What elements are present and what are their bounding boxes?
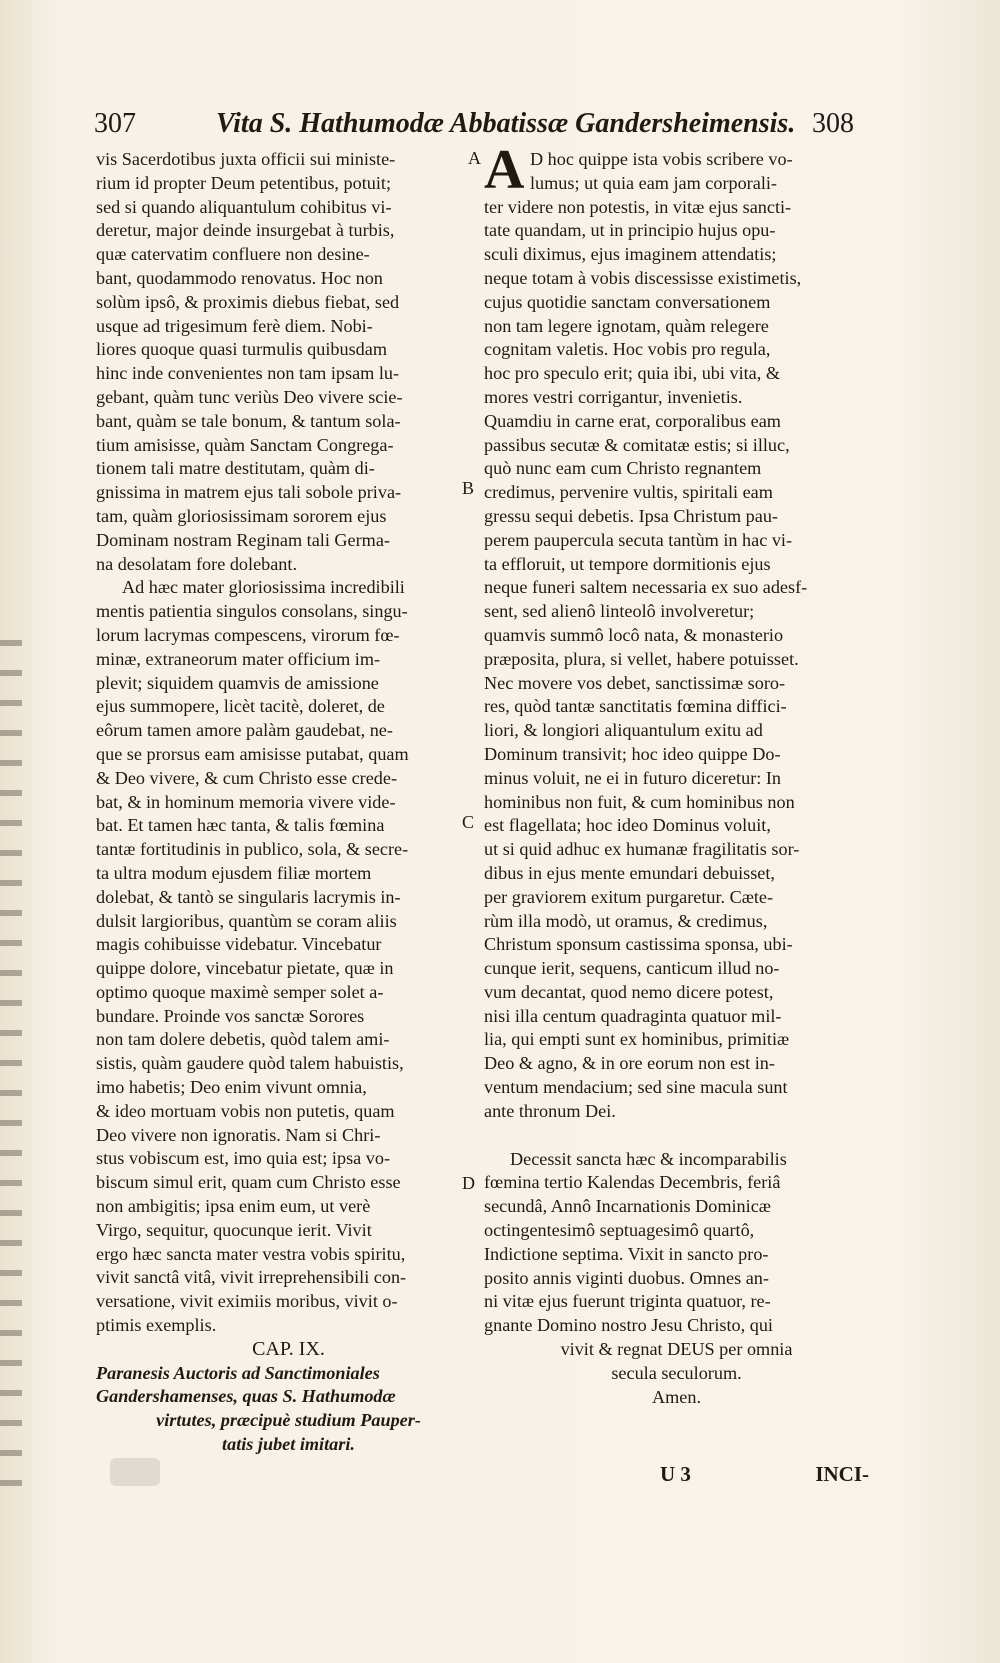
text-line: solùm ipsô, & proximis diebus fiebat, sed <box>96 291 400 312</box>
text-line: quamvis summô locô nata, & monasterio <box>484 624 784 645</box>
drop-initial: A <box>484 139 525 201</box>
margin-letter-c: C <box>462 812 475 832</box>
text-line: eôrum tamen amore palàm gaudebat, ne- <box>96 720 393 741</box>
page-number-right: 308 <box>812 108 854 139</box>
text-line: mentis patientia singulos consolans, singu- <box>96 601 408 622</box>
text-line: ventum mendacium; sed sine macula sunt <box>484 1077 788 1098</box>
text-line: quæ catervatim confluere non desine- <box>96 244 370 265</box>
text-line: Virgo, sequitur, quocunque ierit. Vivit <box>96 1219 372 1240</box>
text-line: gnissima in matrem ejus tali sobole priva- <box>96 482 402 503</box>
text-line: lia, qui empti sunt ex hominibus, primitiæ <box>484 1029 790 1050</box>
text-line: Ad hæc mater gloriosissima incredibili <box>122 577 405 598</box>
text-line: minæ, extraneorum mater officium im- <box>96 648 381 669</box>
text-line: cujus quotidie sanctam conversationem <box>484 291 771 312</box>
text-line: lorum lacrymas compescens, virorum fœ- <box>96 624 400 645</box>
text-line: dolebat, & tantò se singularis lacrymis in- <box>96 886 401 907</box>
text-line: neque totam à vobis discessisse existimetis, <box>484 267 802 288</box>
text-line: gebant, quàm tunc veriùs Deo vivere scie- <box>96 386 403 407</box>
text-line: quippe dolore, vincebatur pietate, quæ in <box>96 958 394 979</box>
margin-letter-d: D <box>462 1173 475 1193</box>
text-line: res, quòd tantæ sanctitatis fœmina diffici- <box>484 696 787 717</box>
catchword: INCI- <box>815 1462 869 1486</box>
text-line: Dominam nostram Reginam tali Germa- <box>96 529 390 550</box>
text-line: hoc pro speculo erit; quia ibi, ubi vita, & <box>484 363 780 384</box>
text-line: vum decantat, quod nemo dicere potest, <box>484 981 774 1002</box>
text-line: ta effloruit, ut tempore dormitionis ejus <box>484 553 771 574</box>
text-line: liores quoque quasi turmulis quibusdam <box>96 339 387 360</box>
text-line: Nec movere vos debet, sanctissimæ soro- <box>484 672 786 693</box>
text-line: ante thronum Dei. <box>484 1100 616 1121</box>
text-line: virtutes, præcipuè studium Pauper- <box>156 1410 421 1431</box>
text-line: bat, & in hominum memoria vivere vide- <box>96 791 396 812</box>
text-line: gressu sequi debetis. Ipsa Christum pau- <box>484 505 778 526</box>
text-line: plevit; siquidem quamvis de amissione <box>96 672 379 693</box>
text-line: Paranesis Auctoris ad Sanctimoniales <box>96 1362 380 1383</box>
text-line: minus voluit, ne ei in futuro diceretur: In <box>484 767 781 788</box>
page-edge-bleed <box>0 640 22 1490</box>
text-line: ni vitæ ejus fuerunt triginta quatuor, re- <box>484 1291 771 1312</box>
text-line: mores vestri corrigantur, invenietis. <box>484 386 743 407</box>
margin-letter-b: B <box>462 478 475 498</box>
text-line: bundare. Proinde vos sanctæ Sorores <box>96 1005 365 1026</box>
text-line: non ambigitis; ipsa enim eum, ut verè <box>96 1196 371 1217</box>
text-line: tate quandam, ut in principio hujus opu- <box>484 220 776 241</box>
text-line: usque ad trigesimum ferè diem. Nobi- <box>96 315 373 336</box>
text-line: non tam legere ignotam, quàm relegere <box>484 315 769 336</box>
text-line: Deo & agno, & in ore eorum non est in- <box>484 1053 775 1074</box>
text-line: liori, & longiori aliquantulum exitu ad <box>484 720 763 741</box>
text-line: Dominum transivit; hoc ideo quippe Do- <box>484 743 781 764</box>
text-line: hominibus non fuit, & cum hominibus non <box>484 791 795 812</box>
text-line: ter videre non potestis, in vitæ ejus sancti- <box>484 196 792 217</box>
text-line: sed si quando aliquantulum cohibitus vi- <box>96 196 392 217</box>
text-line: cognitam valetis. Hoc vobis pro regula, <box>484 339 771 360</box>
text-line: deretur, major deinde insurgebat à turbis, <box>96 220 395 241</box>
text-line: cunque ierit, sequens, canticum illud no- <box>484 958 780 979</box>
left-column <box>96 148 481 1457</box>
text-line: posito annis viginti duobus. Omnes an- <box>484 1267 769 1288</box>
text-line: magis cohibuisse videbatur. Vincebatur <box>96 934 382 955</box>
text-line: passibus secutæ & comitatæ estis; si illuc, <box>484 434 790 455</box>
text-line: & Deo vivere, & cum Christo esse crede- <box>96 767 398 788</box>
text-line: vis Sacerdotibus juxta officii sui ministe- <box>96 149 396 169</box>
text-line: stus vobiscum est, imo quia est; ipsa vo- <box>96 1148 391 1169</box>
text-line: per graviorem exitum purgaretur. Cæte- <box>484 886 774 907</box>
running-header <box>94 103 854 145</box>
text-line: que se prorsus eam amisisse putabat, quam <box>96 743 409 764</box>
text-line: octingentesimô septuagesimô quartô, <box>484 1220 755 1241</box>
text-line: rùm illa modò, ut oramus, & credimus, <box>484 910 768 931</box>
text-line: Amen. <box>652 1386 701 1407</box>
text-line: ut si quid adhuc ex humanæ fragilitatis sor- <box>484 839 800 860</box>
text-line: imo habetis; Deo enim vivunt omnia, <box>96 1077 367 1098</box>
text-line: tam, quàm gloriosissimam sororem ejus <box>96 505 387 526</box>
text-line: bant, quodammodo renovatus. Hoc non <box>96 267 383 288</box>
text-line: hinc inde convenientes non tam ipsam lu- <box>96 363 400 384</box>
text-line: tatis jubet imitari. <box>222 1434 355 1455</box>
text-line: gnante Domino nostro Jesu Christo, qui <box>484 1315 773 1336</box>
page-number-left: 307 <box>94 108 136 139</box>
text-line: lumus; ut quia eam jam corporali- <box>530 172 777 193</box>
text-line: ergo hæc sancta mater vestra vobis spiritu, <box>96 1243 406 1264</box>
text-line: nisi illa centum quadraginta quatuor mil- <box>484 1005 782 1026</box>
right-column <box>484 148 869 1409</box>
text-line: sent, sed alienô linteolô involveretur; <box>484 601 755 622</box>
text-line: Quamdiu in carne erat, corporalibus eam <box>484 410 781 431</box>
text-line: secundâ, Annô Incarnationis Dominicæ <box>484 1196 771 1217</box>
margin-letter-a: A <box>468 148 481 168</box>
text-line: tantæ fortitudinis in publico, sola, & secre- <box>96 839 409 860</box>
text-line: CAP. IX. <box>252 1337 325 1360</box>
text-line: & ideo mortuam vobis non putetis, quam <box>96 1100 395 1121</box>
text-line: ta ultra modum ejusdem filiæ mortem <box>96 862 372 883</box>
text-line: Gandershamenses, quas S. Hathumodæ <box>96 1386 396 1407</box>
text-line: bant, quàm se tale bonum, & tantum sola- <box>96 410 401 431</box>
text-line: perem paupercula secuta tantùm in hac vi- <box>484 529 793 550</box>
text-line: præposita, plura, si vellet, habere potuisset. <box>484 648 799 669</box>
text-line: fœmina tertio Kalendas Decembris, feriâ <box>484 1172 781 1193</box>
running-title: Vita S. Hathumodæ Abbatissæ Gandersheimensis. <box>216 108 796 139</box>
signature-mark: U 3 <box>660 1462 691 1486</box>
text-line: sculi diximus, ejus imaginem attendatis; <box>484 244 777 265</box>
text-line: rium id propter Deum petentibus, potuit; <box>96 172 391 193</box>
text-line: ptimis exemplis. <box>96 1315 217 1336</box>
text-line: Deo vivere non ignoratis. Nam si Chri- <box>96 1124 381 1145</box>
text-line: quò nunc eam cum Christo regnantem <box>484 458 762 479</box>
text-line: dulsit largioribus, quantùm se coram aliis <box>96 910 397 931</box>
text-line: Decessit sancta hæc & incomparabilis <box>510 1148 787 1169</box>
text-line: tium amisisse, quàm Sanctam Congrega- <box>96 434 394 455</box>
text-line: vivit & regnat DEUS per omnia <box>560 1339 793 1360</box>
text-line: na desolatam fore dolebant. <box>96 553 297 574</box>
text-line: Christum sponsum castissima sponsa, ubi- <box>484 934 793 955</box>
text-line: ejus summopere, licèt tacitè, doleret, de <box>96 696 385 717</box>
text-line: Indictione septima. Vixit in sancto pro- <box>484 1243 769 1264</box>
text-line: vivit sanctâ vitâ, vivit irreprehensibili con- <box>96 1267 407 1288</box>
text-line: tionem tali matre destitutam, quàm di- <box>96 458 375 479</box>
text-line: secula seculorum. <box>611 1362 742 1383</box>
text-line: versatione, vivit eximiis moribus, vivit o- <box>96 1291 398 1312</box>
text-line: credimus, pervenire vultis, spiritali eam <box>484 482 773 503</box>
text-line: biscum simul erit, quam cum Christo esse <box>96 1172 401 1193</box>
text-line: neque funeri saltem necessaria ex suo adesf- <box>484 577 808 598</box>
text-line: est flagellata; hoc ideo Dominus voluit, <box>484 815 771 836</box>
text-line: sistis, quàm gaudere quòd talem habuistis, <box>96 1053 404 1074</box>
text-line: dibus in ejus mente emundari debuisset, <box>484 862 775 883</box>
ink-stain <box>110 1458 160 1486</box>
text-line: bat. Et tamen hæc tanta, & talis fœmina <box>96 815 385 836</box>
text-line: optimo quoque maximè semper solet a- <box>96 981 384 1002</box>
footer <box>484 1462 869 1492</box>
text-line: D hoc quippe ista vobis scribere vo- <box>530 149 793 169</box>
text-line: non tam dolere debetis, quòd talem ami- <box>96 1029 390 1050</box>
